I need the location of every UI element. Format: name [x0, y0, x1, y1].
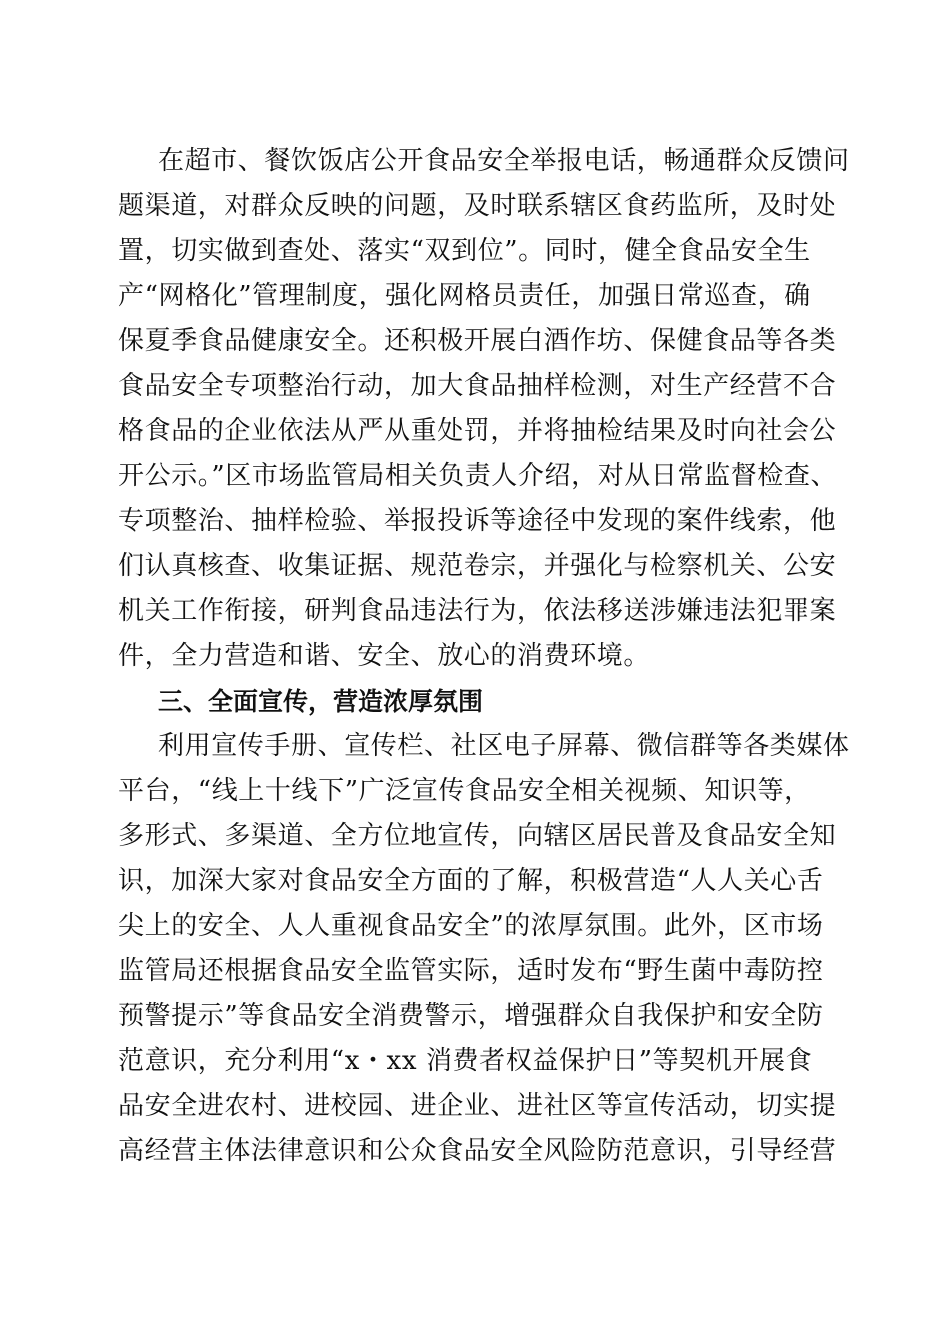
text-line: 利用宣传手册、宣传栏、社区电子屏幕、微信群等各类媒体: [158, 731, 850, 761]
text-line: 专项整治、抽样检验、举报投诉等途径中发现的案件线索，他: [118, 506, 837, 536]
text-line: 保夏季食品健康安全。还积极开展白酒作坊、保健食品等各类: [118, 326, 837, 356]
text-line: 题渠道，对群众反映的问题，及时联系辖区食药监所，及时处: [118, 191, 837, 221]
text-line: 多形式、多渠道、全方位地宣传，向辖区居民普及食品安全知: [118, 821, 837, 851]
text-line: 产“网格化”管理制度，强化网格员责任，加强日常巡查，确: [118, 281, 811, 311]
text-line: 食品安全专项整治行动，加大食品抽样检测，对生产经营不合: [118, 371, 837, 401]
text-line: 识，加深大家对食品安全方面的了解，积极营造“人人关心舌: [118, 866, 824, 896]
text-line: 置，切实做到查处、落实“双到位”。同时，健全食品安全生: [118, 236, 811, 266]
paragraph-2: [118, 724, 850, 1174]
text-line: 件，全力营造和谐、安全、放心的消费环境。: [118, 641, 651, 671]
text-line: 高经营主体法律意识和公众食品安全风险防范意识，引导经营: [118, 1136, 837, 1166]
text-line: 平台，“线上十线下”广泛宣传食品安全相关视频、知识等，: [118, 776, 811, 806]
text-line: 在超市、餐饮饭店公开食品安全举报电话，畅通群众反馈问: [158, 146, 850, 176]
document-body: [118, 139, 850, 1174]
text-line: 格食品的企业依法从严从重处罚，并将抽检结果及时向社会公: [118, 416, 837, 446]
text-line: 监管局还根据食品安全监管实际，适时发布“野生菌中毒防控: [118, 956, 824, 986]
text-line: 品安全进农村、进校园、进企业、进社区等宣传活动，切实提: [118, 1091, 837, 1121]
paragraph-1: [118, 139, 850, 679]
text-line: 们认真核查、收集证据、规范卷宗，并强化与检察机关、公安: [118, 551, 837, 581]
text-line: 尖上的安全、人人重视食品安全”的浓厚氛围。此外，区市场: [118, 911, 824, 941]
section-heading: 三、全面宣传，营造浓厚氛围: [158, 687, 484, 716]
text-line: 范意识，充分利用“x・xx 消费者权益保护日”等契机开展食: [118, 1046, 813, 1076]
text-line: 预警提示”等食品安全消费警示，增强群众自我保护和安全防: [118, 1001, 824, 1031]
text-line: 开公示。”区市场监管局相关负责人介绍，对从日常监督检查、: [118, 461, 838, 491]
text-line: 机关工作衔接，研判食品违法行为，依法移送涉嫌违法犯罪案: [118, 596, 837, 626]
